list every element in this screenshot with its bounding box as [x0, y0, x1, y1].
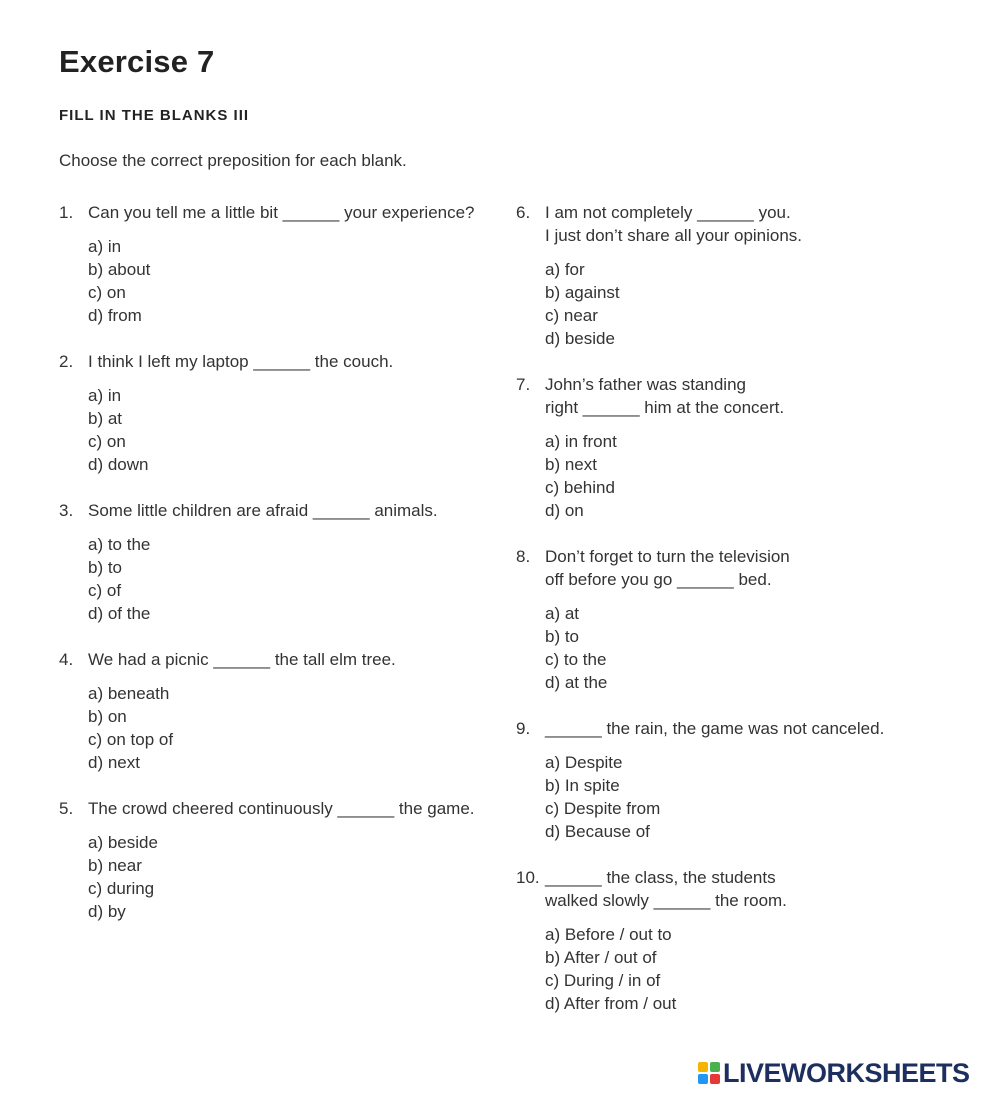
question-text: ______ the class, the students walked slowly ______ the room.	[545, 868, 787, 910]
left-question-column	[59, 201, 499, 923]
answer-option[interactable]: b) next	[545, 455, 597, 474]
answer-option[interactable]: a) beneath	[88, 684, 170, 703]
answer-option[interactable]: d) down	[88, 455, 149, 474]
question-text: Don’t forget to turn the television off before you go ______ bed.	[545, 547, 790, 589]
question-number: 10.	[516, 868, 540, 887]
question-prompt	[59, 201, 499, 224]
right-question-column	[516, 201, 956, 1015]
question-8	[516, 545, 956, 694]
section-subtitle: FILL IN THE BLANKS III	[59, 107, 250, 124]
answer-option[interactable]: d) on	[545, 501, 584, 520]
answer-option[interactable]: d) After from / out	[545, 994, 677, 1013]
question-prompt	[516, 545, 956, 591]
answer-option[interactable]: d) from	[88, 306, 142, 325]
answer-option[interactable]: b) about	[88, 260, 151, 279]
question-number: 4.	[59, 650, 74, 669]
answer-option[interactable]: b) on	[88, 707, 127, 726]
answer-option[interactable]: c) During / in of	[545, 971, 661, 990]
question-prompt	[59, 648, 499, 671]
answer-option[interactable]: c) on top of	[88, 730, 174, 749]
question-4	[59, 648, 499, 774]
question-6	[516, 201, 956, 350]
question-9	[516, 717, 956, 843]
answer-option[interactable]: a) in	[88, 386, 122, 405]
question-prompt	[516, 201, 956, 247]
answer-option[interactable]: d) at the	[545, 673, 608, 692]
question-number: 2.	[59, 352, 74, 371]
question-text: I am not completely ______ you. I just don’t share all your opinions.	[545, 203, 803, 245]
question-number: 3.	[59, 501, 74, 520]
answer-option[interactable]: c) near	[545, 306, 598, 325]
question-5	[59, 797, 499, 923]
answer-option[interactable]: c) on	[88, 432, 126, 451]
answer-option[interactable]: b) to	[88, 558, 123, 577]
answer-options	[88, 533, 499, 625]
question-prompt	[59, 499, 499, 522]
question-10	[516, 866, 956, 1015]
page-title: Exercise 7	[59, 44, 215, 79]
answer-options	[88, 831, 499, 923]
instructions: Choose the correct preposition for each blank.	[59, 151, 407, 170]
question-number: 8.	[516, 547, 531, 566]
question-prompt	[516, 866, 956, 912]
answer-option[interactable]: d) beside	[545, 329, 615, 348]
answer-option[interactable]: d) Because of	[545, 822, 650, 841]
answer-option[interactable]: c) behind	[545, 478, 615, 497]
answer-options	[545, 751, 956, 843]
answer-option[interactable]: a) Before / out to	[545, 925, 672, 944]
answer-options	[545, 258, 956, 350]
logo-square-green	[710, 1062, 720, 1072]
logo-square-red	[710, 1074, 720, 1084]
question-prompt	[59, 350, 499, 373]
answer-options	[545, 430, 956, 522]
answer-option[interactable]: b) against	[545, 283, 620, 302]
logo-text: LIVEWORKSHEETS	[723, 1058, 970, 1088]
answer-options	[545, 602, 956, 694]
answer-option[interactable]: a) to the	[88, 535, 151, 554]
question-1	[59, 201, 499, 327]
question-number: 1.	[59, 203, 74, 222]
question-2	[59, 350, 499, 476]
answer-option[interactable]: a) Despite	[545, 753, 623, 772]
answer-option[interactable]: b) After / out of	[545, 948, 657, 967]
question-text: We had a picnic ______ the tall elm tree.	[88, 650, 396, 669]
answer-option[interactable]: a) beside	[88, 833, 158, 852]
question-text: ______ the rain, the game was not canceled.	[545, 719, 885, 738]
answer-option[interactable]: b) near	[88, 856, 142, 875]
answer-option[interactable]: c) during	[88, 879, 155, 898]
question-text: Some little children are afraid ______ animals.	[88, 501, 438, 520]
answer-option[interactable]: c) on	[88, 283, 126, 302]
question-prompt	[516, 373, 956, 419]
question-number: 7.	[516, 375, 531, 394]
answer-option[interactable]: d) of the	[88, 604, 151, 623]
question-number: 6.	[516, 203, 531, 222]
answer-option[interactable]: c) of	[88, 581, 122, 600]
answer-options	[88, 682, 499, 774]
answer-options	[88, 235, 499, 327]
question-number: 9.	[516, 719, 531, 738]
answer-option[interactable]: a) in front	[545, 432, 617, 451]
answer-option[interactable]: a) in	[88, 237, 122, 256]
answer-option[interactable]: c) to the	[545, 650, 607, 669]
question-7	[516, 373, 956, 522]
answer-options	[545, 923, 956, 1015]
answer-option[interactable]: b) In spite	[545, 776, 620, 795]
answer-option[interactable]: d) next	[88, 753, 140, 772]
liveworksheets-logo	[698, 1059, 970, 1087]
question-text: The crowd cheered continuously ______ the game.	[88, 799, 475, 818]
answer-option[interactable]: a) for	[545, 260, 585, 279]
answer-options	[88, 384, 499, 476]
question-number: 5.	[59, 799, 74, 818]
answer-option[interactable]: c) Despite from	[545, 799, 661, 818]
logo-square-blue	[698, 1074, 708, 1084]
question-prompt	[516, 717, 956, 740]
answer-option[interactable]: d) by	[88, 902, 126, 921]
logo-square-yellow	[698, 1062, 708, 1072]
question-text: John’s father was standing right ______ him at the concert.	[545, 375, 785, 417]
answer-option[interactable]: b) to	[545, 627, 580, 646]
logo-mark-icon	[698, 1062, 720, 1084]
question-3	[59, 499, 499, 625]
answer-option[interactable]: b) at	[88, 409, 123, 428]
question-text: I think I left my laptop ______ the couch.	[88, 352, 394, 371]
question-prompt	[59, 797, 499, 820]
question-text: Can you tell me a little bit ______ your experience?	[88, 203, 475, 222]
answer-option[interactable]: a) at	[545, 604, 580, 623]
